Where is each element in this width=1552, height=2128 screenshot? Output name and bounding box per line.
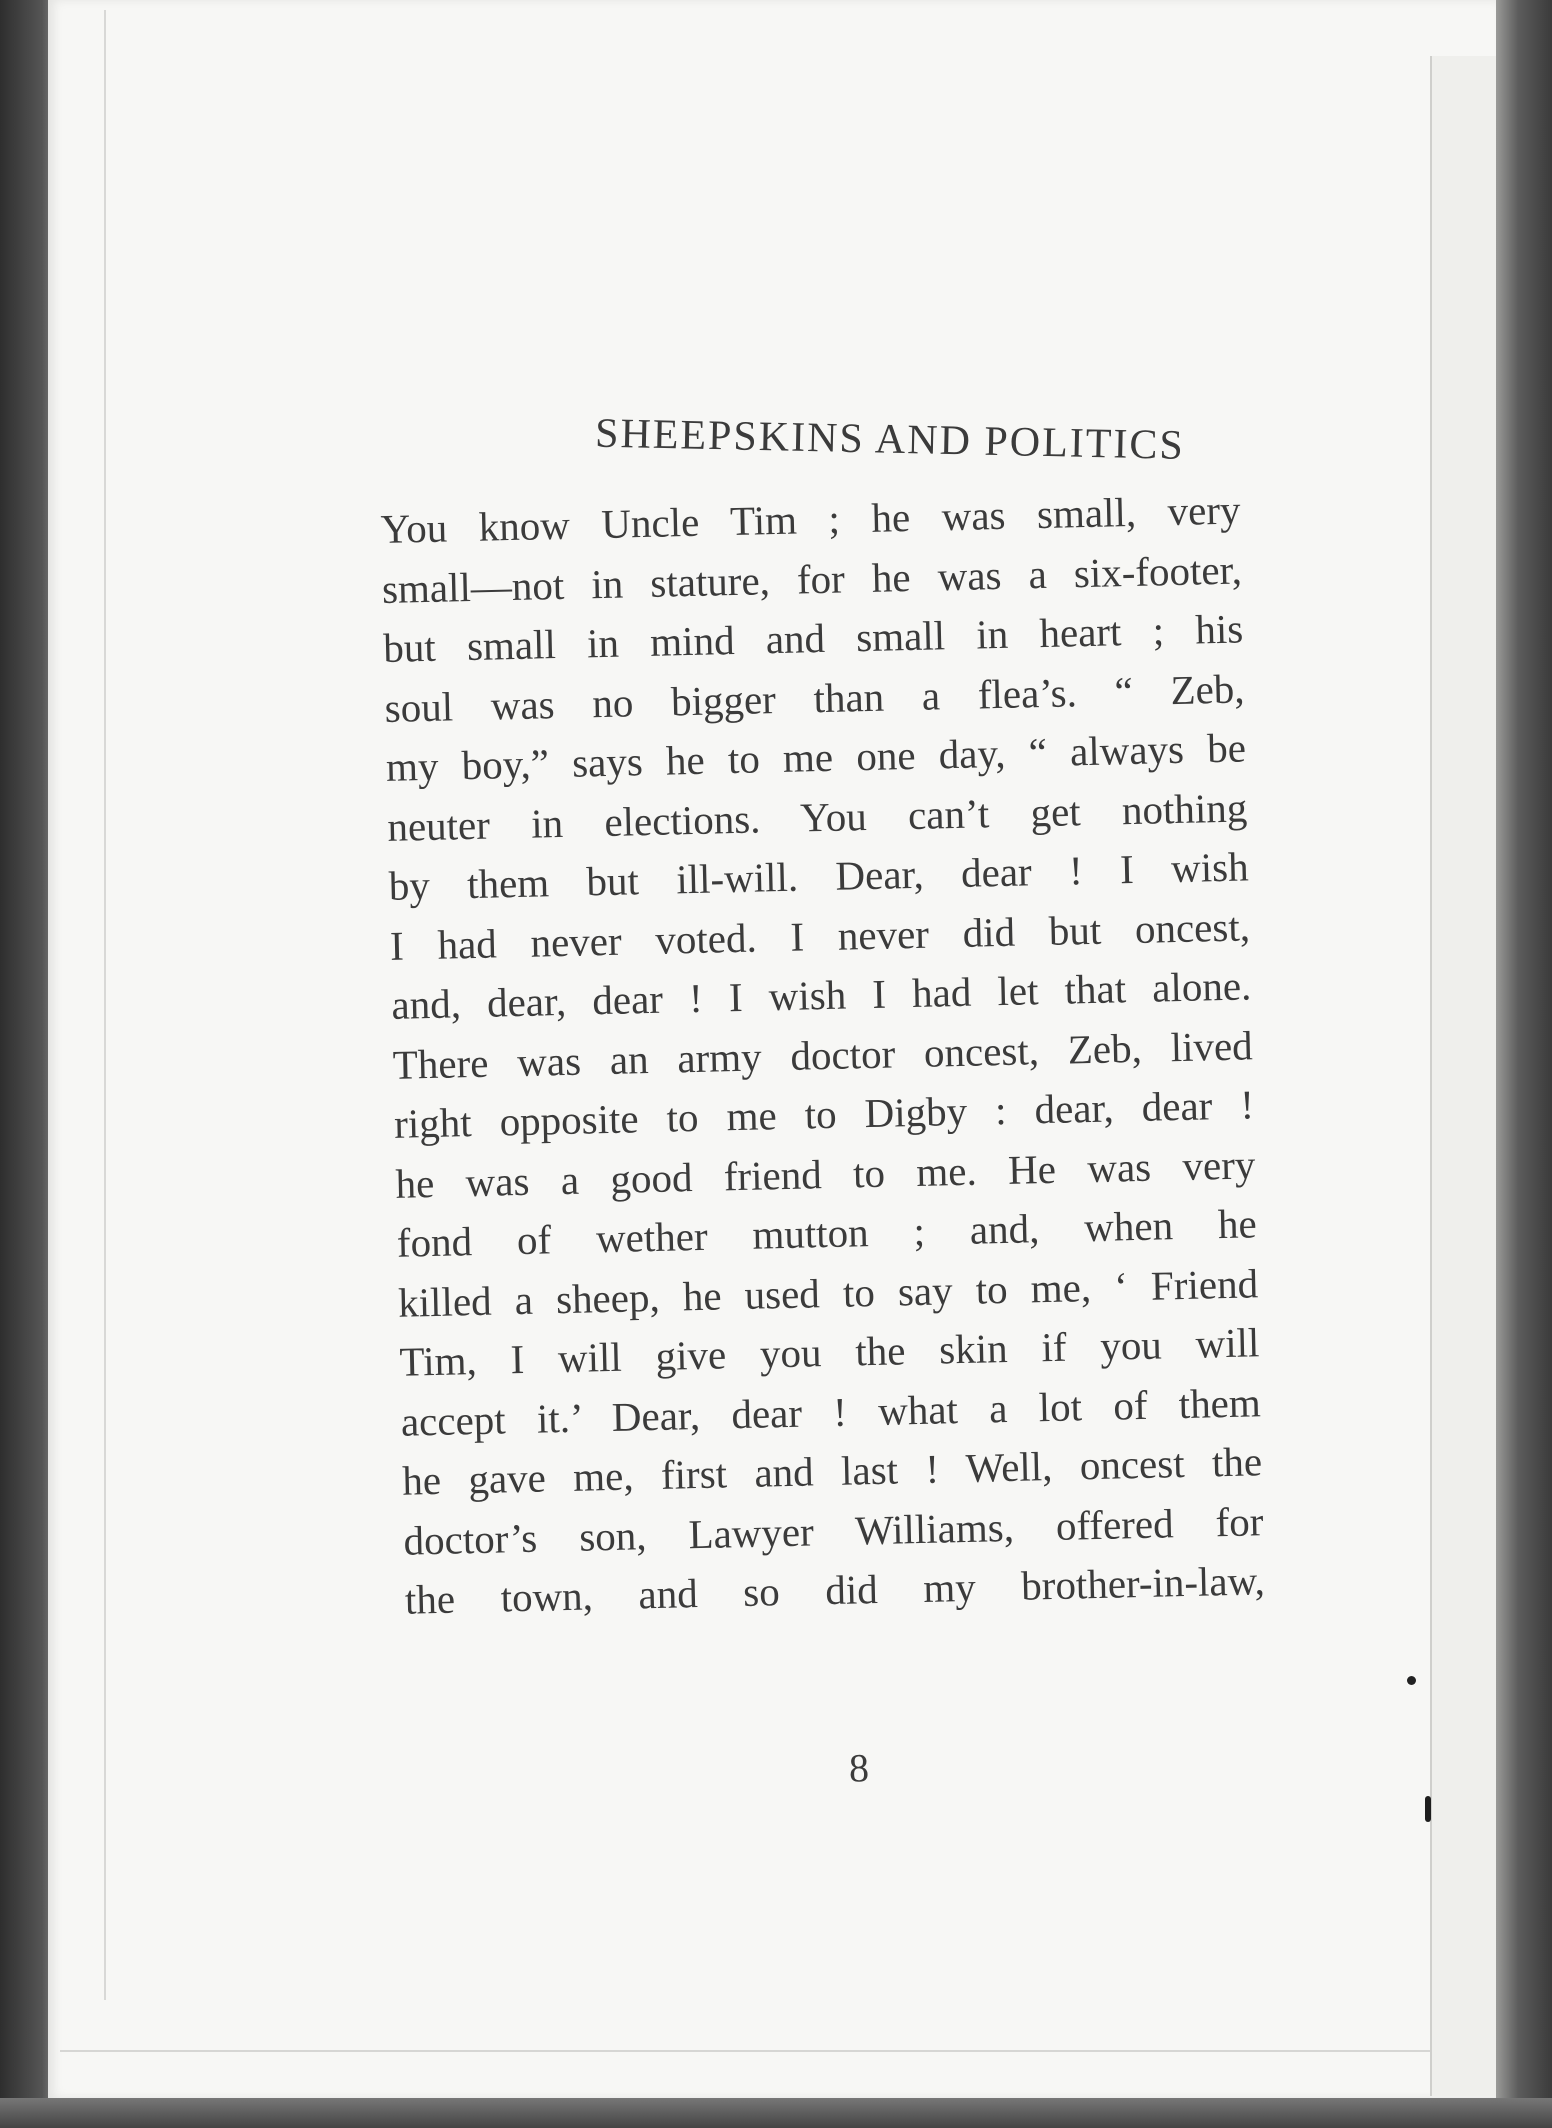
ink-spot (1407, 1676, 1416, 1685)
text-line: he was a good friend to me. He was very (394, 1140, 1256, 1207)
text-line: neuter in elections. You can’t get nothing (386, 783, 1248, 850)
text-line: fond of wether mutton ; and, when he (396, 1200, 1258, 1266)
scan-bottom-border (0, 2098, 1552, 2128)
text-line: my boy,” says he to me one day, “ always be (385, 724, 1247, 790)
text-line: right opposite to me to Digby : dear, dear ! (393, 1081, 1255, 1147)
text-line: but small in mind and small in heart ; his (382, 605, 1244, 671)
book-cover-edge (1496, 0, 1552, 2128)
text-line: he gave me, first and last ! Well, oncest the (401, 1438, 1263, 1504)
text-line: the town, and so did my brother-in-law, (404, 1557, 1266, 1623)
text-line: soul was no bigger than a flea’s. “ Zeb, (384, 664, 1246, 731)
text-line: There was an army doctor oncest, Zeb, lived (392, 1021, 1254, 1088)
next-page-edge (1430, 56, 1498, 2096)
text-line: accept it.’ Dear, dear ! what a lot of them (400, 1378, 1262, 1445)
text-line: small—not in stature, for he was a six-footer, (381, 545, 1243, 612)
text-line: You know Uncle Tim ; he was small, very (380, 486, 1241, 552)
page-edge-line (104, 10, 106, 2000)
text-line: doctor’s son, Lawyer Williams, offered for (403, 1497, 1264, 1564)
body-text (380, 480, 1305, 1791)
text-line: Tim, I will give you the skin if you will (399, 1319, 1260, 1385)
ink-mark (1425, 1796, 1431, 1822)
text-line: I had never voted. I never did but oncest, (389, 902, 1251, 969)
page-number: 8 (848, 1745, 870, 1791)
page-bottom-edge (60, 2050, 1440, 2052)
text-line: and, dear, dear ! I wish I had let that alone. (390, 962, 1252, 1028)
chapter-heading: SHEEPSKINS AND POLITICS (594, 410, 1186, 469)
text-line: killed a sheep, he used to say to me, ‘ Friend (397, 1259, 1259, 1326)
text-line: by them but ill-will. Dear, dear ! I wish (388, 843, 1250, 909)
